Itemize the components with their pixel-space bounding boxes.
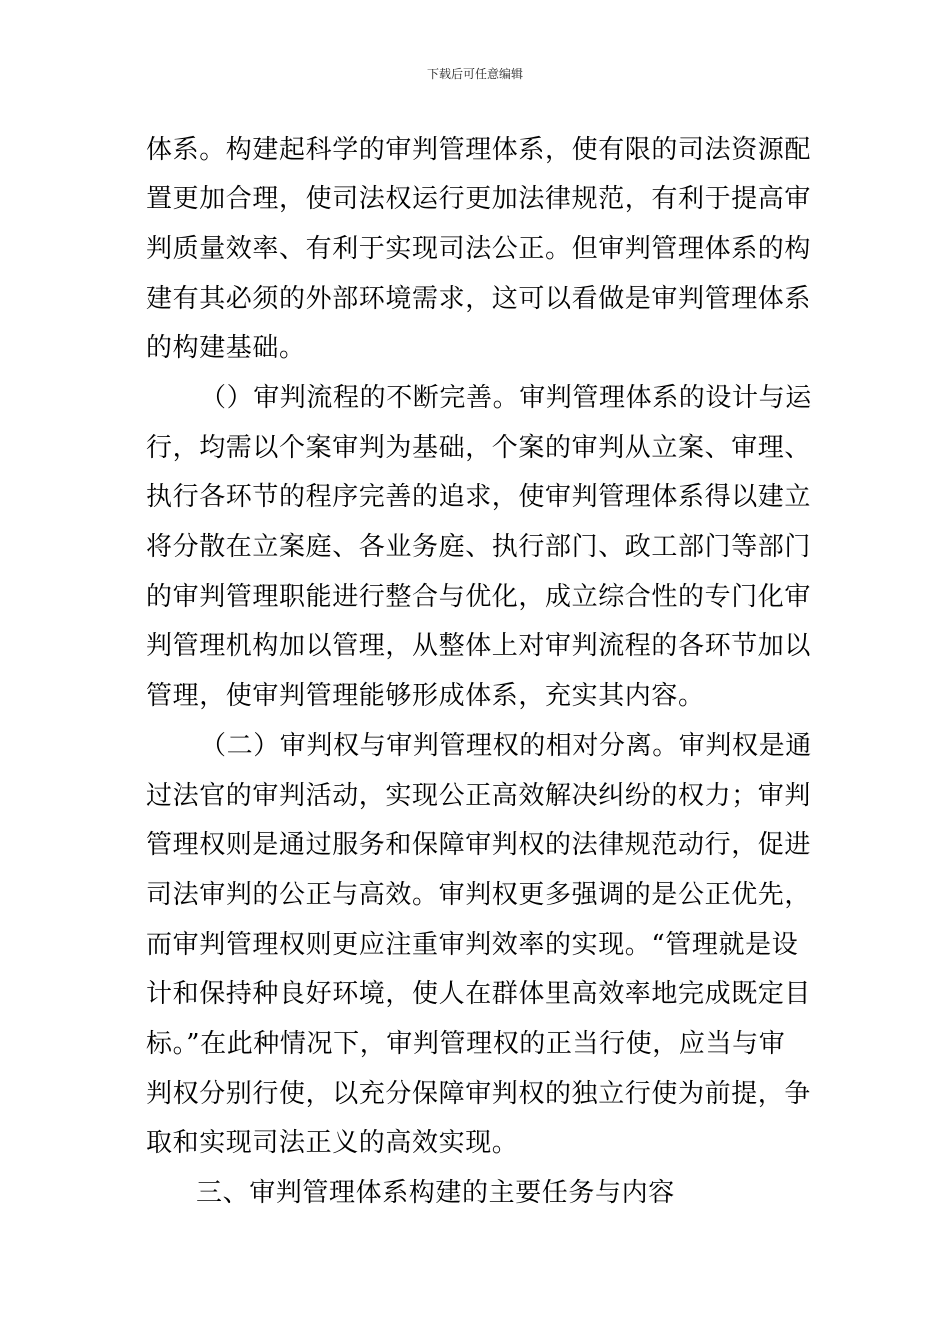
text-line: 将分散在立案庭、各业务庭、执行部门、政工部门等部门 <box>146 532 812 562</box>
text-line: 而审判管理权则更应注重审判效率的实现。“管理就是设 <box>146 930 799 960</box>
text-line: 建有其必须的外部环境需求，这可以看做是审判管理体系 <box>146 284 812 314</box>
text-line: 管理，使审判管理能够形成体系，充实其内容。 <box>146 681 705 711</box>
text-line: 置更加合理，使司法权运行更加法律规范，有利于提高审 <box>146 184 812 214</box>
page-header-note: 下载后可任意编辑 <box>426 67 523 81</box>
paragraph-heading-line: （二）审判权与审判管理权的相对分离。审判权是通 <box>200 731 812 761</box>
text-line: 管理权则是通过服务和保障审判权的法律规范动行，促进 <box>146 830 812 860</box>
text-line: 过法官的审判活动，实现公正高效解决纠纷的权力；审判 <box>146 781 812 811</box>
text-line: 行，均需以个案审判为基础，个案的审判从立案、审理、 <box>146 433 812 463</box>
text-line: 执行各环节的程序完善的追求，使审判管理体系得以建立 <box>146 482 812 512</box>
text-line: 的构建基础。 <box>146 333 306 363</box>
text-line: 判质量效率、有利于实现司法公正。但审判管理体系的构 <box>146 234 812 264</box>
text-line: 判权分别行使，以充分保障审判权的独立行使为前提，争 <box>146 1079 812 1109</box>
section-heading: 三、审判管理体系构建的主要任务与内容 <box>196 1178 675 1208</box>
text-line: 标。”在此种情况下，审判管理权的正当行使，应当与审 <box>146 1029 786 1059</box>
paragraph-heading-line: （）审判流程的不断完善。审判管理体系的设计与运 <box>200 383 812 413</box>
text-line: 的审判管理职能进行整合与优化，成立综合性的专门化审 <box>146 582 812 612</box>
text-line: 判管理机构加以管理，从整体上对审判流程的各环节加以 <box>146 631 812 661</box>
text-line: 计和保持种良好环境，使人在群体里高效率地完成既定目 <box>146 979 812 1009</box>
text-line: 体系。构建起科学的审判管理体系，使有限的司法资源配 <box>146 135 812 165</box>
text-line: 司法审判的公正与高效。审判权更多强调的是公正优先， <box>146 880 812 910</box>
text-line: 取和实现司法正义的高效实现。 <box>146 1128 519 1158</box>
